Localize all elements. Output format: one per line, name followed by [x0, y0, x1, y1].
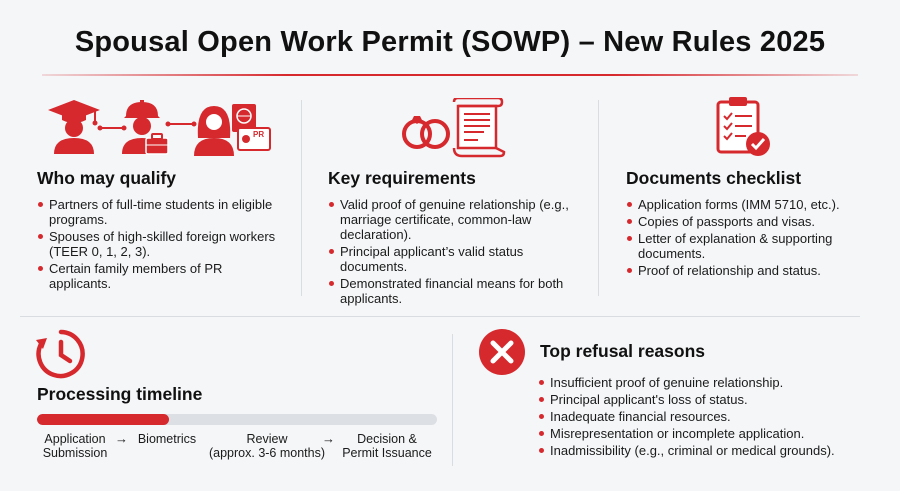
timeline-arrow-icon: →: [115, 431, 128, 446]
list-item: Principal applicant’s valid status documents.: [328, 244, 590, 274]
timeline-progress-fill: [37, 414, 169, 425]
list-item: Inadequate financial resources.: [538, 409, 878, 424]
divider-vertical-2: [598, 100, 599, 296]
documents-heading: Documents checklist: [626, 168, 802, 188]
list-item: Insufficient proof of genuine relationship.: [538, 375, 878, 390]
list-item: Proof of relationship and status.: [626, 263, 876, 278]
list-item: Misrepresentation or incomplete application.: [538, 426, 878, 441]
rings-certificate-icon: [400, 98, 510, 160]
qualify-section: [37, 168, 287, 293]
list-item: Inadmissibility (e.g., criminal or medical grounds).: [538, 443, 878, 458]
timeline-step-application: Application Submission: [42, 432, 108, 460]
list-item: Letter of explanation & supporting documents.: [626, 231, 876, 261]
timeline-step-biometrics: Biometrics: [137, 432, 197, 446]
list-item: Partners of full-time students in eligible programs.: [37, 197, 287, 227]
divider-vertical-1: [301, 100, 302, 296]
title-underline: [42, 74, 858, 76]
list-item: Valid proof of genuine relationship (e.g., marriage certificate, common-law declaration).: [328, 197, 590, 242]
list-item: Spouses of high-skilled foreign workers (TEER 0, 1, 2, 3).: [37, 229, 287, 259]
list-item: Copies of passports and visas.: [626, 214, 876, 229]
qualify-heading: Who may qualify: [37, 168, 177, 188]
clipboard-checklist-icon: [716, 96, 772, 158]
timeline-progress-bar: [37, 414, 437, 425]
divider-vertical-3: [452, 334, 453, 466]
documents-section: [626, 168, 876, 280]
timeline-arrow-icon: →: [322, 431, 335, 446]
requirements-section: [328, 168, 590, 308]
close-circle-icon: [478, 328, 526, 376]
timeline-heading: Processing timeline: [37, 384, 203, 404]
list-item: Application forms (IMM 5710, etc.).: [626, 197, 876, 212]
refusal-heading: Top refusal reasons: [540, 341, 706, 361]
list-item: Demonstrated financial means for both applicants.: [328, 276, 590, 306]
refusal-section: [538, 375, 878, 460]
clock-refresh-icon: [35, 328, 87, 380]
list-item: Certain family members of PR applicants.: [37, 261, 287, 291]
pr-card-label: PR: [253, 130, 265, 139]
requirements-heading: Key requirements: [328, 168, 476, 188]
timeline-step-decision: Decision & Permit Issuance: [342, 432, 432, 460]
family-roles-icon: [42, 98, 272, 158]
timeline-step-review: Review (approx. 3-6 months): [208, 432, 326, 460]
divider-horizontal: [20, 316, 860, 317]
list-item: Principal applicant's loss of status.: [538, 392, 878, 407]
page-title: Spousal Open Work Permit (SOWP) – New Rules 2025: [74, 26, 826, 58]
